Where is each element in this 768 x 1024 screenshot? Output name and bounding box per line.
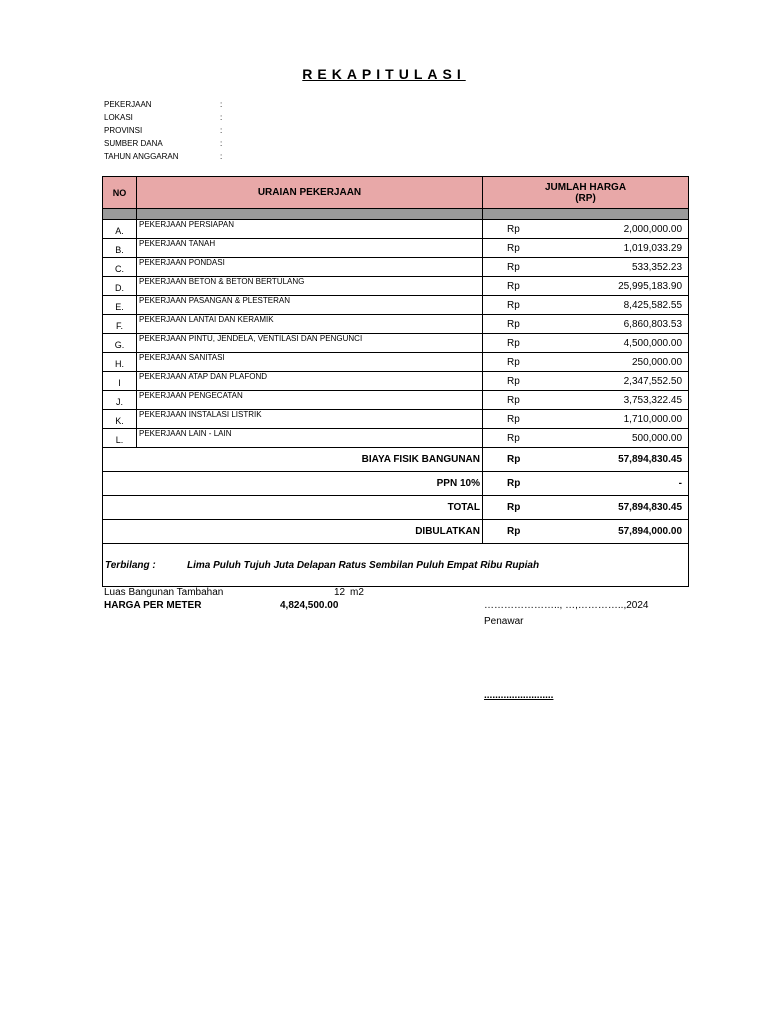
row-description: PEKERJAAN SANITASI: [137, 353, 483, 372]
info-label-sumber-dana: SUMBER DANA: [104, 139, 163, 148]
row-no: I: [103, 372, 137, 391]
row-no: C.: [103, 258, 137, 277]
header-no: NO: [103, 177, 137, 209]
row-no: A.: [103, 220, 137, 239]
row-no: K.: [103, 410, 137, 429]
luas-value: 12: [334, 587, 346, 598]
summary-label: PPN 10%: [103, 472, 483, 496]
row-description: PEKERJAAN PINTU, JENDELA, VENTILASI DAN PENGUNCI: [137, 334, 483, 353]
table-row: [103, 315, 689, 334]
row-no: D.: [103, 277, 137, 296]
row-no: L.: [103, 429, 137, 448]
header-jumlah-line1: JUMLAH HARGA: [544, 181, 627, 193]
row-no: G.: [103, 334, 137, 353]
row-currency: Rp: [483, 277, 539, 296]
summary-row: [103, 448, 689, 472]
info-label-provinsi: PROVINSI: [104, 126, 143, 135]
row-value: 500,000.00: [539, 429, 689, 448]
summary-currency: Rp: [483, 472, 539, 496]
header-jumlah: [483, 177, 689, 209]
luas-unit: m2: [350, 587, 364, 598]
summary-currency: Rp: [483, 496, 539, 520]
table-row: [103, 334, 689, 353]
recap-table: [102, 176, 689, 587]
row-currency: Rp: [483, 410, 539, 429]
table-row: [103, 391, 689, 410]
info-colon: :: [220, 152, 223, 161]
project-info: [104, 98, 223, 163]
page-title: [0, 66, 768, 82]
summary-label: TOTAL: [103, 496, 483, 520]
row-description: PEKERJAAN LAIN - LAIN: [137, 429, 483, 448]
row-no: J.: [103, 391, 137, 410]
row-no: F.: [103, 315, 137, 334]
info-colon: :: [220, 113, 223, 122]
row-currency: Rp: [483, 353, 539, 372]
summary-value: 57,894,830.45: [539, 448, 689, 472]
info-row: [104, 137, 223, 150]
table-row: [103, 372, 689, 391]
row-currency: Rp: [483, 429, 539, 448]
info-row: [104, 98, 223, 111]
summary-row: [103, 520, 689, 544]
row-value: 8,425,582.55: [539, 296, 689, 315]
harga-value: 4,824,500.00: [280, 600, 339, 611]
row-no: H.: [103, 353, 137, 372]
row-value: 2,000,000.00: [539, 220, 689, 239]
summary-label: DIBULATKAN: [103, 520, 483, 544]
info-label-lokasi: LOKASI: [104, 113, 133, 122]
penawar-label: Penawar: [484, 616, 524, 627]
gray-separator-row: [103, 209, 689, 220]
row-currency: Rp: [483, 239, 539, 258]
terbilang-label: Terbilang :: [105, 559, 156, 571]
row-description: PEKERJAAN INSTALASI LISTRIK: [137, 410, 483, 429]
row-currency: Rp: [483, 296, 539, 315]
title-text: REKAPITULASI: [302, 66, 466, 82]
row-description: PEKERJAAN PENGECATAN: [137, 391, 483, 410]
row-description: PEKERJAAN ATAP DAN PLAFOND: [137, 372, 483, 391]
luas-label: Luas Bangunan Tambahan: [104, 587, 224, 598]
table-row: [103, 429, 689, 448]
row-value: 533,352.23: [539, 258, 689, 277]
table-row: [103, 410, 689, 429]
row-description: PEKERJAAN PONDASI: [137, 258, 483, 277]
row-currency: Rp: [483, 372, 539, 391]
info-label-pekerjaan: PEKERJAAN: [104, 100, 152, 109]
signature-line: .........................: [484, 690, 554, 701]
row-value: 1,710,000.00: [539, 410, 689, 429]
row-value: 3,753,322.45: [539, 391, 689, 410]
row-description: PEKERJAAN BETON & BETON BERTULANG: [137, 277, 483, 296]
summary-row: [103, 496, 689, 520]
row-currency: Rp: [483, 220, 539, 239]
terbilang-text: Lima Puluh Tujuh Juta Delapan Ratus Sembilan Puluh Empat Ribu Rupiah: [187, 559, 540, 571]
row-value: 4,500,000.00: [539, 334, 689, 353]
harga-label: HARGA PER METER: [104, 600, 202, 611]
row-no: E.: [103, 296, 137, 315]
row-description: PEKERJAAN PERSIAPAN: [137, 220, 483, 239]
row-description: PEKERJAAN TANAH: [137, 239, 483, 258]
info-label-tahun-anggaran: TAHUN ANGGARAN: [104, 152, 179, 161]
info-row: [104, 111, 223, 124]
info-colon: :: [220, 126, 223, 135]
table-row: [103, 296, 689, 315]
summary-row: [103, 472, 689, 496]
info-row: [104, 150, 223, 163]
date-line: ………………….., …,…………..,2024: [484, 600, 649, 611]
table-row: [103, 239, 689, 258]
table-row: [103, 220, 689, 239]
row-value: 6,860,803.53: [539, 315, 689, 334]
row-value: 25,995,183.90: [539, 277, 689, 296]
table-row: [103, 353, 689, 372]
row-currency: Rp: [483, 315, 539, 334]
row-currency: Rp: [483, 258, 539, 277]
table-row: [103, 277, 689, 296]
summary-currency: Rp: [483, 448, 539, 472]
summary-label: BIAYA FISIK BANGUNAN: [103, 448, 483, 472]
table-header: [103, 177, 689, 209]
row-currency: Rp: [483, 334, 539, 353]
row-value: 1,019,033.29: [539, 239, 689, 258]
info-row: [104, 124, 223, 137]
row-no: B.: [103, 239, 137, 258]
summary-value: 57,894,000.00: [539, 520, 689, 544]
header-jumlah-line2: (RP): [575, 192, 596, 204]
summary-currency: Rp: [483, 520, 539, 544]
summary-value: 57,894,830.45: [539, 496, 689, 520]
row-value: 250,000.00: [539, 353, 689, 372]
row-value: 2,347,552.50: [539, 372, 689, 391]
info-colon: :: [220, 139, 223, 148]
header-uraian: URAIAN PEKERJAAN: [137, 177, 483, 209]
summary-value: -: [539, 472, 689, 496]
table-row: [103, 258, 689, 277]
row-description: PEKERJAAN LANTAI DAN KERAMIK: [137, 315, 483, 334]
info-colon: :: [220, 100, 223, 109]
row-currency: Rp: [483, 391, 539, 410]
row-description: PEKERJAAN PASANGAN & PLESTERAN: [137, 296, 483, 315]
terbilang-row: [103, 544, 689, 587]
